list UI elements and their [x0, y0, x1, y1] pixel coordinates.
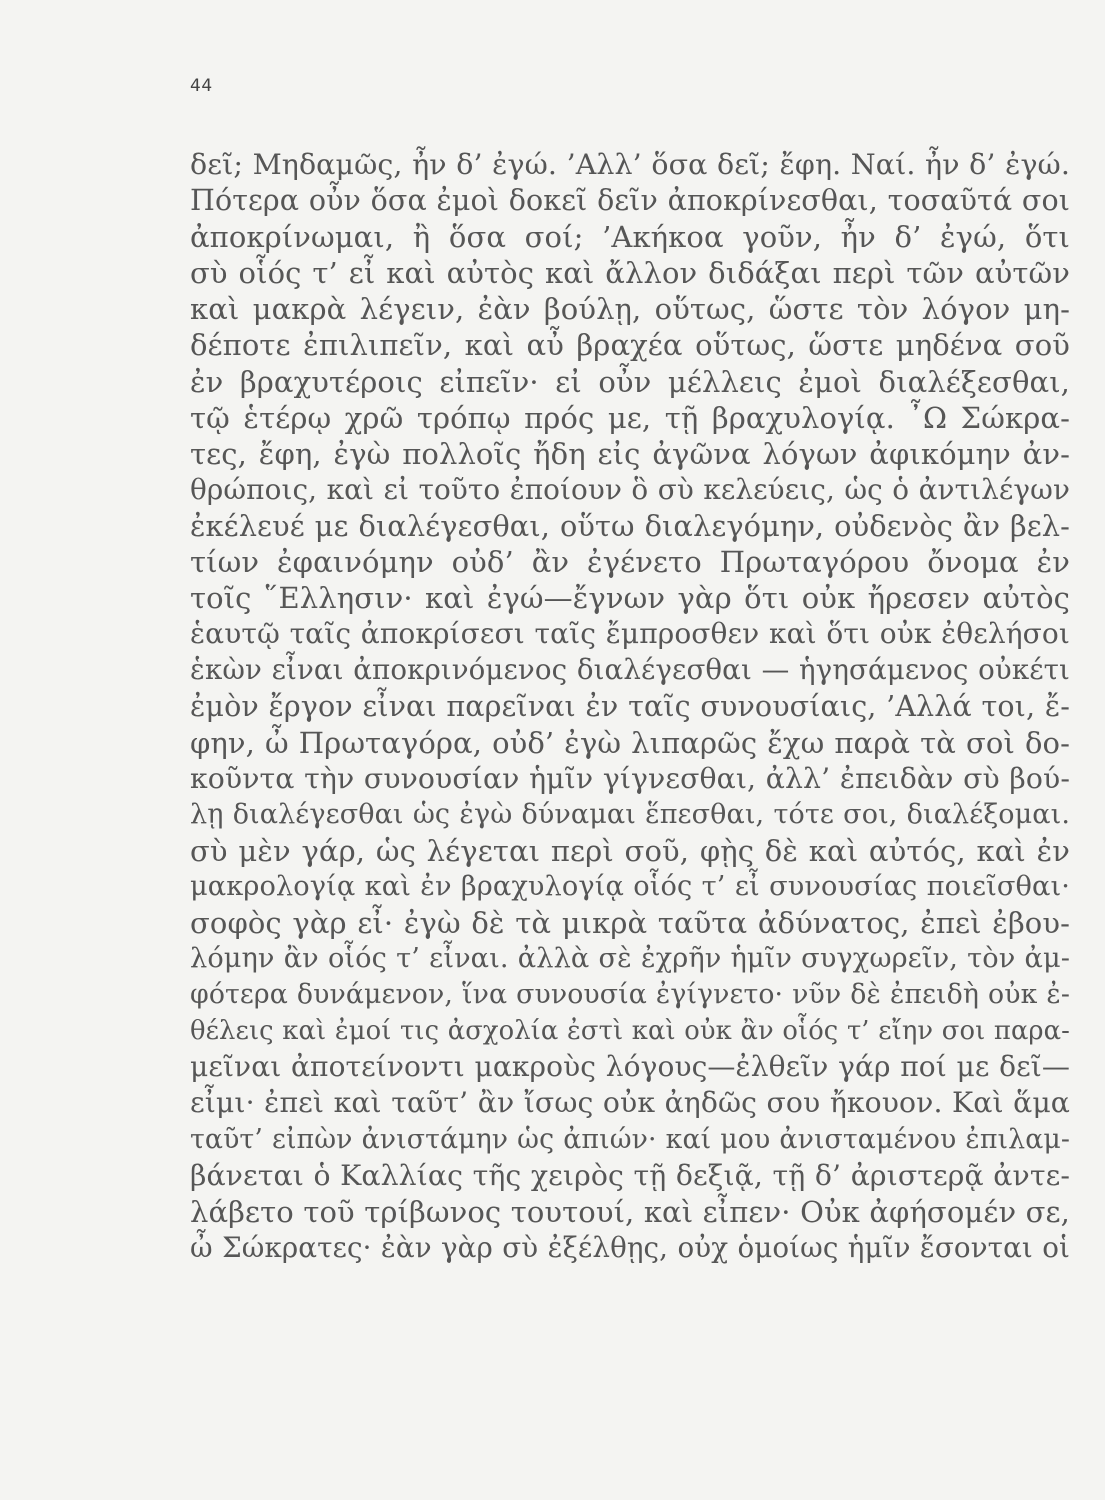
text-line: καὶ μακρὰ λέγειν, ἐὰν βούλῃ, οὕτως, ὥστε τὸν λόγον μη-	[190, 292, 1070, 327]
text-line: φότερα δυνάμενον, ἵνα συνουσία ἐγίγνετο· νῦν δὲ ἐπειδὴ οὐκ ἐ-	[190, 979, 1070, 1011]
text-line: ὦ Σώκρατες· ἐὰν γὰρ σὺ ἐξέλθῃς, οὐχ ὁμοίως ἡμῖν ἔσονται οἱ	[190, 1230, 1070, 1264]
text-line: θρώποις, καὶ εἰ τοῦτο ἐποίουν ὃ σὺ κελεύεις, ὡς ὁ ἀντιλέγων	[190, 472, 1070, 506]
text-line: τίων ἐφαινόμην οὐδ’ ἂν ἐγένετο Πρωταγόρου ὄνομα ἐν	[190, 545, 1070, 580]
text-line: βάνεται ὁ Καλλίας τῆς χειρὸς τῇ δεξιᾷ, τῇ δ’ ἀριστερᾷ ἀντε-	[190, 1158, 1070, 1192]
text-line: ἐκέλευέ με διαλέγεσθαι, οὕτω διαλεγόμην, οὐδενὸς ἂν βελ-	[190, 508, 1070, 543]
text-line: θέλεις καὶ ἐμοί τις ἀσχολία ἐστὶ καὶ οὐκ ἂν οἷός τ’ εἴην σοι παρα-	[190, 1016, 1070, 1047]
text-line: λόμην ἂν οἷός τ’ εἶναι. ἀλλὰ σὲ ἐχρῆν ἡμῖν συγχωρεῖν, τὸν ἀμ-	[190, 943, 1070, 975]
text-line: λάβετο τοῦ τρίβωνος τουτουί, καὶ εἶπεν· Οὐκ ἀφήσομέν σε,	[190, 1194, 1070, 1229]
text-line: δέποτε ἐπιλιπεῖν, καὶ αὖ βραχέα οὕτως, ὥστε μηδένα σοῦ	[190, 328, 1070, 363]
text-line: τοῖς ῞Ελλησιν· καὶ ἐγώ—ἔγνων γὰρ ὅτι οὐκ ἤρεσεν αὐτὸς	[190, 581, 1070, 616]
text-line: εἶμι· ἐπεὶ καὶ ταῦτ’ ἂν ἴσως οὐκ ἀηδῶς σου ἤκουον. Καὶ ἅμα	[190, 1086, 1070, 1120]
text-line: ἑκὼν εἶναι ἀποκρινόμενος διαλέγεσθαι — ἡγησάμενος οὐκέτι	[190, 653, 1070, 687]
page-number: 44	[190, 76, 213, 96]
text-line: ἐμὸν ἔργον εἶναι παρεῖναι ἐν ταῖς συνουσίαις, ’Αλλά τοι, ἔ-	[190, 689, 1070, 724]
text-line: σὺ οἷός τ’ εἶ καὶ αὐτὸς καὶ ἄλλον διδάξαι περὶ τῶν αὐτῶν	[190, 256, 1070, 291]
text-line: τες, ἔφη, ἐγὼ πολλοῖς ἤδη εἰς ἀγῶνα λόγων ἀφικόμην ἀν-	[190, 436, 1070, 471]
text-line: φην, ὦ Πρωταγόρα, οὐδ’ ἐγὼ λιπαρῶς ἔχω παρὰ τὰ σοὶ δο-	[190, 725, 1070, 760]
text-line: ἑαυτῷ ταῖς ἀποκρίσεσι ταῖς ἔμπροσθεν καὶ ὅτι οὐκ ἐθελήσοι	[190, 617, 1070, 651]
text-line: Πότερα οὖν ὅσα ἐμοὶ δοκεῖ δεῖν ἀποκρίνεσθαι, τοσαῦτά σοι	[190, 184, 1070, 218]
text-line: δεῖ; Μηδαμῶς, ἦν δ’ ἐγώ. ’Αλλ’ ὅσα δεῖ; ἔφη. Ναί. ἦν δ’ ἐγώ.	[190, 148, 1070, 181]
greek-text-block	[190, 147, 1070, 1266]
text-line: μεῖναι ἀποτείνοντι μακροὺς λόγους—ἐλθεῖν γάρ ποί με δεῖ—	[190, 1050, 1070, 1084]
text-line: σὺ μὲν γάρ, ὡς λέγεται περὶ σοῦ, φῂς δὲ καὶ αὐτός, καὶ ἐν	[190, 833, 1070, 868]
text-line: σοφὸς γὰρ εἶ· ἐγὼ δὲ τὰ μικρὰ ταῦτα ἀδύνατος, ἐπεὶ ἐβου-	[190, 905, 1070, 940]
text-line: ἐν βραχυτέροις εἰπεῖν· εἰ οὖν μέλλεις ἐμοὶ διαλέξεσθαι,	[190, 364, 1070, 399]
text-line: μακρολογίᾳ καὶ ἐν βραχυλογίᾳ οἷός τ’ εἶ συνουσίας ποιεῖσθαι·	[190, 870, 1070, 902]
text-line: λῃ διαλέγεσθαι ὡς ἐγὼ δύναμαι ἕπεσθαι, τότε σοι, διαλέξομαι.	[190, 798, 1070, 830]
text-line: τῷ ἑτέρῳ χρῶ τρόπῳ πρός με, τῇ βραχυλογίᾳ. ῏Ω Σώκρα-	[190, 400, 1070, 435]
text-line: ταῦτ’ εἰπὼν ἀνιστάμην ὡς ἀπιών· καί μου ἀνισταμένου ἐπιλαμ-	[190, 1123, 1070, 1155]
text-line: ἀποκρίνωμαι, ἢ ὅσα σοί; ’Ακήκοα γοῦν, ἦν δ’ ἐγώ, ὅτι	[190, 220, 1070, 255]
text-line: κοῦντα τὴν συνουσίαν ἡμῖν γίγνεσθαι, ἀλλ’ ἐπειδὰν σὺ βού-	[190, 761, 1070, 795]
